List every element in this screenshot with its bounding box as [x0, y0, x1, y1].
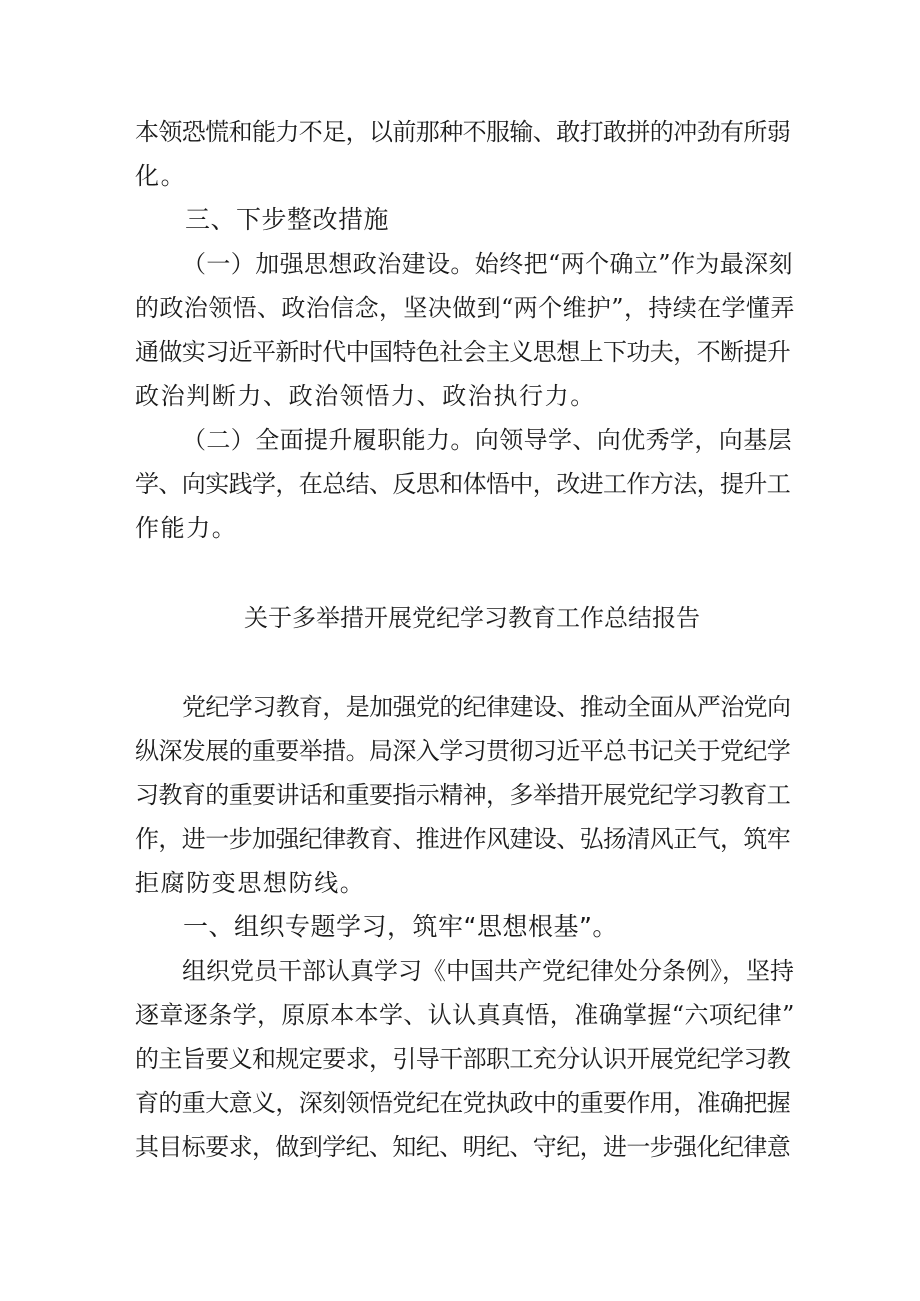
section-1-line-5: 其目标要求，做到学纪、知纪、明纪、守纪，进一步强化纪律意: [135, 1133, 791, 1161]
measure-1-line-4: 政治判断力、政治领悟力、政治执行力。: [135, 382, 596, 410]
section-1-line-4: 育的重大意义，深刻领悟党纪在党执政中的重要作用，准确把握: [135, 1089, 791, 1117]
report-title: 关于多举措开展党纪学习教育工作总结报告: [244, 604, 700, 632]
measure-1-line-3: 通做实习近平新时代中国特色社会主义思想上下功夫，不断提升: [135, 338, 791, 366]
intro-line-2: 纵深发展的重要举措。局深入学习贯彻习近平总书记关于党纪学: [135, 737, 791, 765]
intro-line-1: 党纪学习教育，是加强党的纪律建设、推动全面从严治党向: [182, 693, 791, 721]
measure-1-line-1: （一）加强思想政治建设。始终把“两个确立”作为最深刻: [182, 250, 793, 278]
intro-line-4: 作，进一步加强纪律教育、推进作风建设、弘扬清风正气，筑牢: [135, 825, 791, 853]
continuation-line-1: 本领恐慌和能力不足，以前那种不服输、敢打敢拼的冲劲有所弱: [135, 118, 791, 146]
measure-2-line-2: 学、向实践学，在总结、反思和体悟中，改进工作方法，提升工: [135, 470, 791, 498]
section-1-line-1: 组织党员干部认真学习《中国共产党纪律处分条例》，坚持: [182, 957, 794, 985]
section-1-heading: 一、组织专题学习，筑牢“思想根基”。: [183, 912, 618, 941]
section-1-line-2: 逐章逐条学，原原本本学、认认真真悟，准确掌握“六项纪律”: [135, 1001, 795, 1029]
intro-line-3: 习教育的重要讲话和重要指示精神，多举措开展党纪学习教育工: [135, 781, 791, 809]
section-1-line-3: 的主旨要义和规定要求，引导干部职工充分认识开展党纪学习教: [135, 1045, 791, 1073]
measure-2-line-1: （二）全面提升履职能力。向领导学、向优秀学，向基层: [182, 426, 792, 454]
intro-line-5: 拒腐防变思想防线。: [135, 869, 366, 897]
section-3-heading: 三、下步整改措施: [185, 205, 390, 234]
continuation-line-2: 化。: [135, 162, 187, 190]
measure-1-line-2: 的政治领悟、政治信念，坚决做到“两个维护”，持续在学懂弄: [135, 294, 795, 322]
measure-2-line-3: 作能力。: [135, 514, 238, 542]
